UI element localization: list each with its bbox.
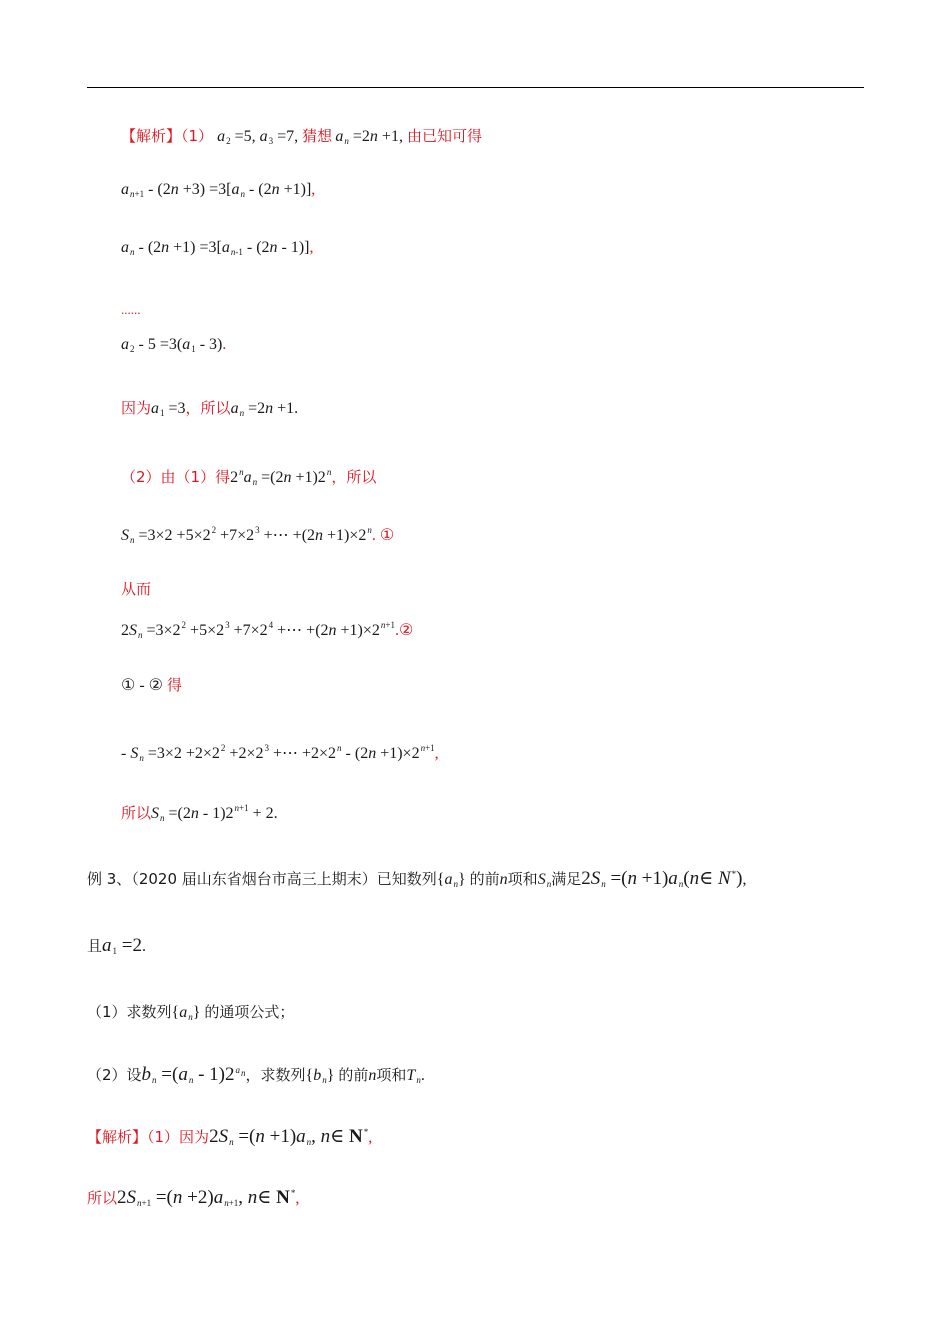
formula-recurrence-2: $a_n - (2n +1) =3[a_{n-1} - (2n - 1)]$ bbox=[121, 239, 310, 257]
comma: , bbox=[309, 239, 314, 256]
qie-text: 且 bbox=[87, 937, 103, 955]
var-n-2: n bbox=[368, 1067, 377, 1084]
formula-neg-sn: - $S_n =3\times 2 +2\times 2^2 +2\times 2^3$ +⋯ $+2\times 2^n - (2n +1)\times 2^{n+1}$ bbox=[121, 743, 435, 763]
var-sn: $S_n$ bbox=[537, 871, 552, 889]
formula-recurrence-3: $a_2 - 5 =3(a_1 - 3)$ bbox=[121, 336, 223, 354]
example3-line2: 且$a_1 =2$. bbox=[87, 935, 146, 956]
formula-an: $a_n =2n +1$. bbox=[230, 400, 299, 418]
so-text: ，所以 bbox=[185, 399, 231, 417]
example3-text2: 的前 bbox=[469, 870, 500, 888]
ellipsis: ...... bbox=[121, 302, 141, 317]
sn-line bbox=[121, 520, 394, 550]
sol3-line1 bbox=[87, 1122, 372, 1152]
formula-final-sn: $S_n =(2n - 1)2^{n+1} + 2$. bbox=[151, 803, 278, 823]
period: . bbox=[371, 527, 380, 544]
comma: , bbox=[434, 745, 439, 762]
example3-prefix: 例 3、 bbox=[87, 870, 132, 888]
q2-label: （2）设 bbox=[87, 1066, 142, 1084]
part1-because: （1）因为 bbox=[147, 1128, 210, 1146]
var-tn: $T_n$ bbox=[406, 1067, 421, 1085]
q2-tail2: 项和 bbox=[376, 1066, 407, 1084]
formula-condition: $2S_n =(n$ $+1)a_n(n\in$ N*) bbox=[581, 868, 743, 889]
comma: , bbox=[368, 1129, 373, 1146]
because-text: 因为 bbox=[121, 399, 152, 417]
recurrence-line2 bbox=[121, 238, 314, 262]
so-text-2: ，所以 bbox=[331, 468, 377, 486]
formula-recurrence-1: $a_{n+1} - (2n +3) =3[a_n - (2n +1)]$ bbox=[121, 181, 312, 199]
formula-sn: $S_n =3\times 2 +5\times 2^2 +7\times 2^3$ +⋯ $+(2n +1)\times 2^n$ bbox=[121, 525, 372, 545]
header-rule bbox=[87, 87, 864, 88]
example3-text3: 项和 bbox=[507, 870, 538, 888]
formula-2sn-eq: $2S_n =(n +1)a_n$, n∈ N* bbox=[209, 1126, 369, 1147]
thus-text: 从而 bbox=[121, 580, 152, 598]
formula-seq-an: $\{a_n\}$ bbox=[436, 871, 466, 889]
example3-line1: 例 3、（2020 届山东省烟台市高三上期末）已知数列$\{a_n\}$ 的前n项和$S_n$满足$2S_n =(n$ $+1)a_n(n\in$ N*), bbox=[87, 868, 747, 889]
example3-text4: 满足 bbox=[551, 870, 582, 888]
example3-source: （2020 届山东省烟台市高三上期末） bbox=[131, 870, 377, 888]
conclusion-line bbox=[121, 398, 298, 423]
q1-label: （1）求数列 bbox=[87, 1003, 172, 1021]
2sn-line bbox=[121, 615, 413, 645]
subtract-line bbox=[121, 675, 182, 696]
formula-2n-an: $2^na_n =(2n +1)2^n$ bbox=[230, 467, 332, 487]
example3-q2: （2）设$b_n =(a_n - 1)2^{a_n}$，求数列$\{b_n\}$ 的前n项和$T_n$. bbox=[87, 1064, 425, 1085]
recurrence-line3 bbox=[121, 335, 226, 359]
part2-intro bbox=[121, 462, 376, 492]
formula-2sn1-eq: $2S_{n+1} =(n +2)a_{n+1}$, n∈ N* bbox=[117, 1187, 296, 1208]
comma: , bbox=[295, 1190, 300, 1207]
so-prefix: 所以 bbox=[121, 804, 152, 822]
final-sn-line bbox=[121, 798, 278, 828]
formula-seq-bn: $\{b_n\}$ bbox=[305, 1067, 335, 1085]
from-known-text: 由已知可得 bbox=[406, 127, 482, 145]
period: . bbox=[394, 622, 399, 639]
var-n: n bbox=[499, 871, 508, 888]
formula-subtract: ① - ② bbox=[121, 677, 164, 694]
comma: , bbox=[311, 181, 316, 198]
part-label: （1） bbox=[181, 127, 214, 145]
analysis-tag-2: 【解析】 bbox=[87, 1128, 148, 1146]
so-text-3: 所以 bbox=[87, 1189, 118, 1207]
formula-a2-a3: $a_2 =5$, $a_3 =7$, bbox=[217, 128, 303, 146]
formula-guess: $a_n =2n +1$, bbox=[335, 128, 407, 146]
formula-a1: $a_1 =3$ bbox=[151, 400, 186, 418]
guess-text: 猜想 bbox=[302, 127, 333, 145]
analysis-tag: 【解析】 bbox=[121, 127, 182, 145]
formula-bn: $b_n =(a_n - 1)2^{a_n}$ bbox=[141, 1064, 246, 1085]
q1-tail: 的通项公式； bbox=[204, 1003, 295, 1021]
q2-tail1: 的前 bbox=[338, 1066, 369, 1084]
example3-text1: 已知数列 bbox=[376, 870, 437, 888]
circle-one: ① bbox=[379, 527, 395, 544]
circle-two: ② bbox=[398, 622, 414, 639]
sol1-line1 bbox=[121, 121, 482, 151]
q2-mid: ，求数列 bbox=[245, 1066, 306, 1084]
de-text: 得 bbox=[167, 676, 183, 694]
recurrence-line1 bbox=[121, 180, 315, 204]
formula-seq-an-2: $\{a_n\}$ bbox=[171, 1004, 201, 1022]
period: . bbox=[222, 336, 227, 353]
neg-sn-line bbox=[121, 738, 439, 768]
example3-q1 bbox=[87, 1002, 294, 1027]
formula-a1-eq-2: $a_1 =2$ bbox=[102, 935, 142, 956]
sol3-line2 bbox=[87, 1183, 299, 1213]
formula-2sn: $2S_n =3\times 2^2 +5\times 2^3 +7\times 2^4$ +⋯ $+(2n +1)\times 2^{n+1}$ bbox=[121, 620, 395, 640]
part2-label: （2）由（1）得 bbox=[121, 468, 231, 486]
